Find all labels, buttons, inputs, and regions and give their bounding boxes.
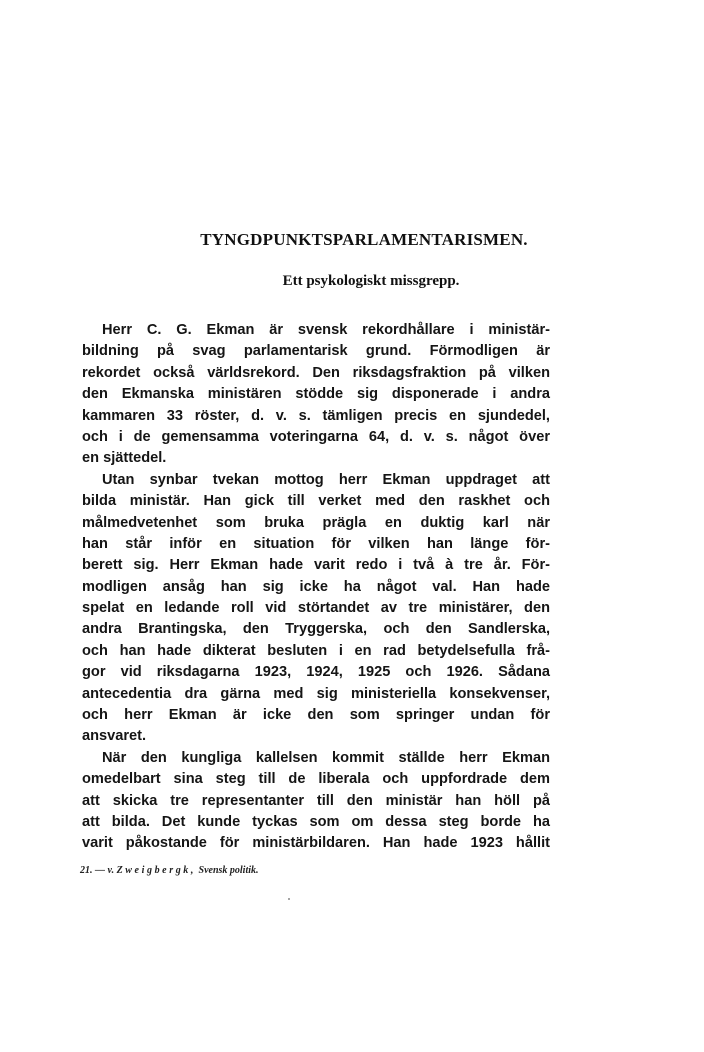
text-line: spelat en ledande roll vid störtandet av tre ministärer, den bbox=[82, 600, 550, 617]
signature-author: Zweigbergk, bbox=[116, 865, 197, 876]
text-line: omedelbart sina steg till de liberala och uppfordrade dem bbox=[82, 771, 550, 788]
signature-number: 21. — v. bbox=[80, 865, 115, 876]
text-line: rekordet också världsrekord. Den riksdagsfraktion på vilken bbox=[82, 364, 550, 381]
text-line: att skicka tre representanter till den ministär han höll på bbox=[82, 792, 550, 809]
text-line: ansvaret. bbox=[82, 728, 147, 745]
text-line: Utan synbar tvekan mottog herr Ekman uppdraget att bbox=[102, 471, 550, 488]
text-line: När den kungliga kallelsen kommit ställde herr Ekman bbox=[102, 749, 550, 766]
signature-work: Svensk politik. bbox=[198, 865, 259, 876]
text-line: varit påkostande för ministärbildaren. Han hade 1923 hållit bbox=[82, 835, 550, 852]
text-line: och han hade dikterat besluten i en rad betydelsefulla frå- bbox=[82, 642, 550, 659]
text-line: målmedvetenhet som bruka prägla en duktig karl när bbox=[82, 514, 550, 531]
text-line: och herr Ekman är icke den som springer undan för bbox=[82, 707, 550, 724]
text-line: han står inför en situation för vilken han länge för- bbox=[82, 535, 550, 552]
text-line: en sjättedel. bbox=[82, 450, 167, 467]
chapter-title: TYNGDPUNKTSPARLAMENTARISMEN. bbox=[200, 230, 528, 249]
text-line: att bilda. Det kunde tyckas som om dessa steg borde ha bbox=[82, 813, 550, 830]
text-line: och i de gemensamma voteringarna 64, d. v. s. något över bbox=[82, 428, 550, 445]
body-text bbox=[82, 320, 550, 855]
page-signature bbox=[80, 865, 259, 876]
text-line: bilda ministär. Han gick till verket med den raskhet och bbox=[82, 493, 550, 510]
text-line: Herr C. G. Ekman är svensk rekordhållare i ministär- bbox=[102, 322, 550, 338]
chapter-subtitle: Ett psykologiskt missgrepp. bbox=[282, 273, 460, 289]
text-line: antecedentia dra gärna med sig ministeriella konsekvenser, bbox=[82, 685, 550, 702]
text-line: modligen ansåg han sig icke ha något val. Han hade bbox=[82, 578, 550, 595]
text-line: kammaren 33 röster, d. v. s. tämligen precis en sjundedel, bbox=[82, 407, 550, 424]
text-line: gor vid riksdagarna 1923, 1924, 1925 och 1926. Sådana bbox=[82, 664, 550, 681]
text-line: bildning på svag parlamentarisk grund. Förmodligen är bbox=[82, 343, 550, 360]
text-line: berett sig. Herr Ekman hade varit redo i två à tre år. För- bbox=[82, 557, 550, 574]
paper-speck bbox=[288, 898, 290, 900]
text-line: andra Brantingska, den Tryggerska, och den Sandlerska, bbox=[82, 621, 550, 638]
text-line: den Ekmanska ministären stödde sig disponerade i andra bbox=[82, 386, 550, 403]
